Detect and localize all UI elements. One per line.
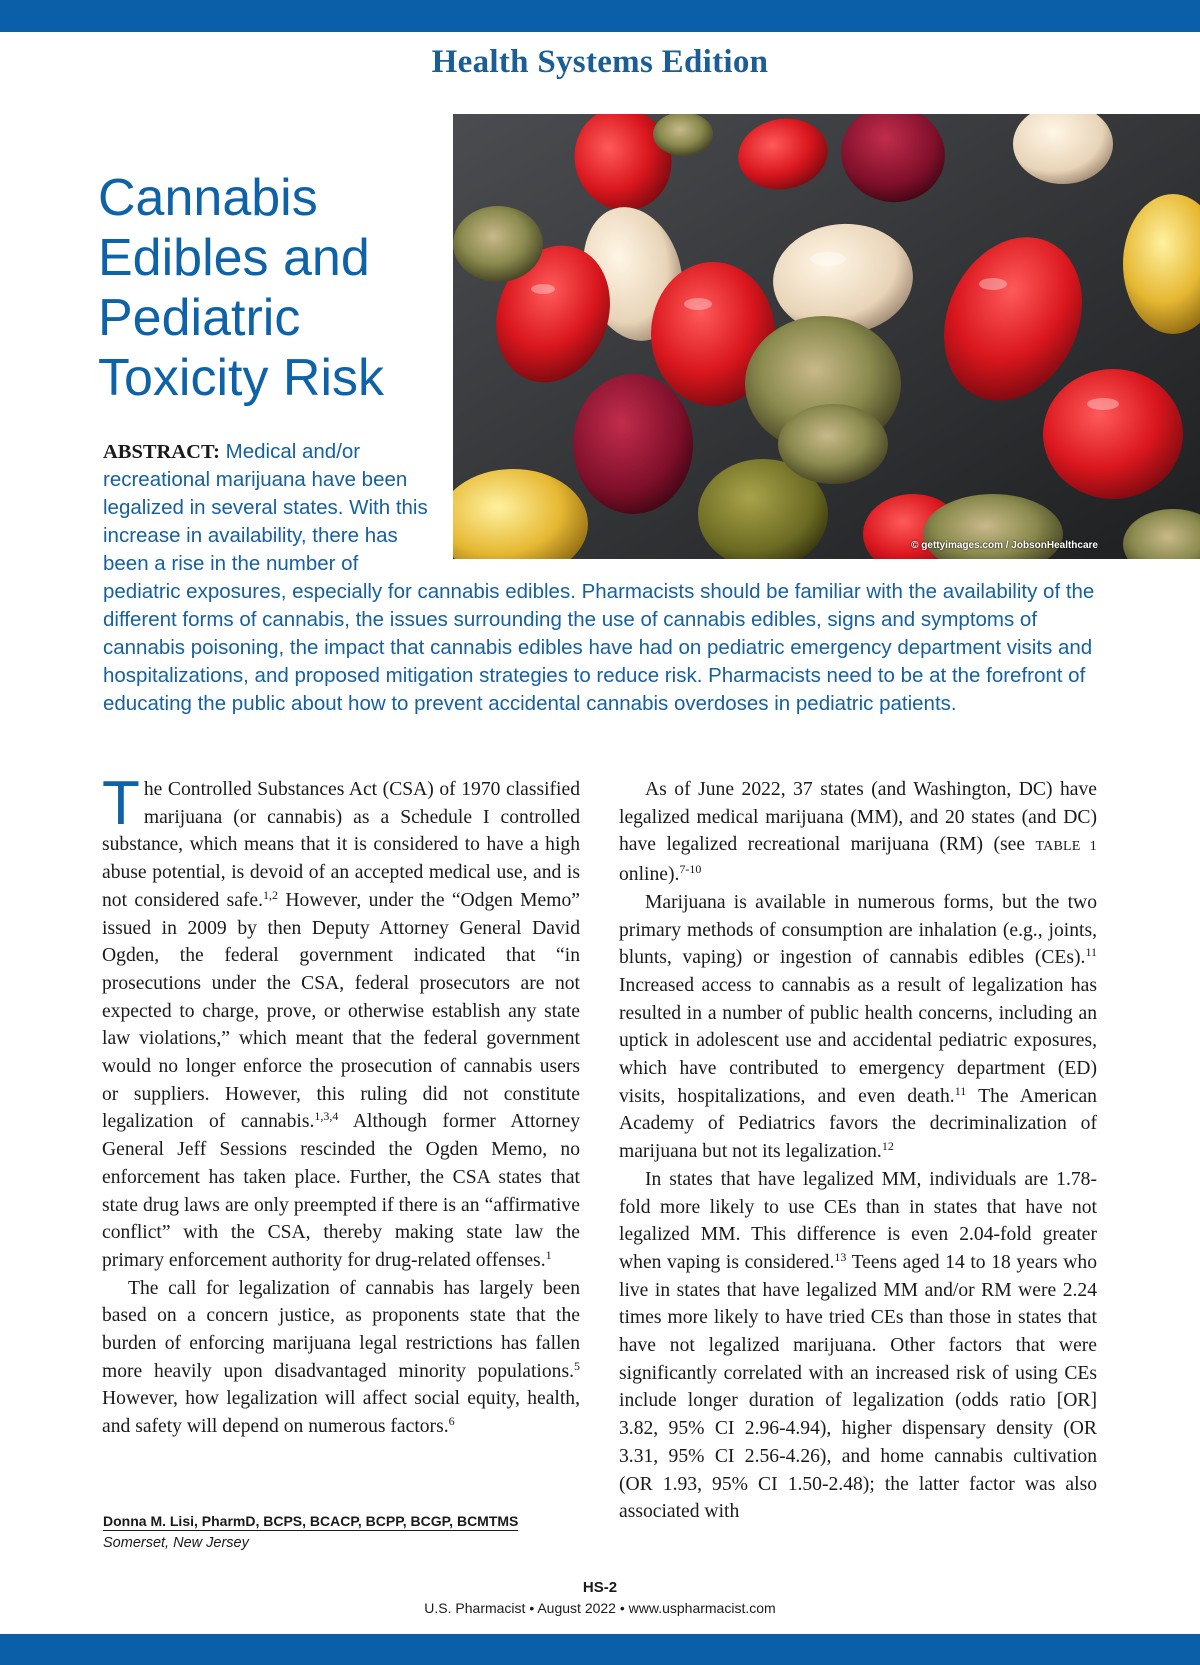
reference-marker: 1,3,4 xyxy=(314,1109,339,1124)
author-name: Donna M. Lisi, PharmD, BCPS, BCACP, BCPP, BCGP, BCMTMS xyxy=(103,1513,519,1529)
reference-marker: 13 xyxy=(834,1249,847,1264)
title-line: Cannabis xyxy=(98,169,318,227)
body-text: However, how legalization will affect social equity, health, and safety will depend on numerous factors. xyxy=(102,1388,580,1438)
page-number: HS-2 xyxy=(582,1579,618,1596)
drop-cap: T xyxy=(102,769,140,838)
bottom-brand-bar xyxy=(0,1634,1200,1665)
author-location: Somerset, New Jersey xyxy=(103,1535,249,1551)
body-text: Marijuana is available in numerous forms, but the two primary methods of consumption are inhalation (e.g., joints, blunts, vaping) or ingestion of cannabis edibles (CEs). xyxy=(619,891,1097,969)
cannabis-bud xyxy=(653,114,713,156)
title-line: Edibles and xyxy=(98,229,370,287)
article-title xyxy=(98,168,448,408)
body-column-left xyxy=(102,769,580,1441)
abstract-text: Medical and/or recreational marijuana have been legalized in several states. With this increase in availability, there has been a rise in the number of pediatric exposures, especially for cannabis edibles. Pharmacists should be familiar with the availability of the different forms of cannabis, the issues surrounding the use of cannabis edibles, signs and symptoms of cannabis poisoning, the impact that cannabis edibles have had on pediatric emergency department visits and hospitalizations, and proposed mitigation strategies to reduce risk. Pharmacists need to be at the forefront of educating the public about how to prevent accidental cannabis overdoses in pediatric patients. xyxy=(103,440,1095,715)
top-brand-bar xyxy=(0,0,1200,32)
title-line: Toxicity Risk xyxy=(98,349,385,407)
body-paragraph xyxy=(102,769,580,1275)
body-text: Teens aged 14 to 18 years who live in states that have legalized MM and/or RM were 2.24 times more likely to have tried CEs than those in states that have not legalized marijuana. Other factors that were significantly correlated with an increased risk of using CEs include longer duration of legalization (odds ratio [OR] 3.82, 95% CI 2.96-4.94), higher dispensary density (OR 3.31, 95% CI 2.56-4.26), and home cannabis cultivation (OR 1.93, 95% CI 1.50-2.48); the latter factor was also associated with xyxy=(619,1251,1097,1523)
body-text: The American Academy of Pediatrics favors the decriminalization of marijuana but not its legalization. xyxy=(619,1085,1097,1163)
reference-marker: 1 xyxy=(545,1247,552,1262)
abstract-label: ABSTRACT: xyxy=(103,441,220,463)
abstract xyxy=(103,438,1103,718)
cannabis-bud xyxy=(453,206,543,282)
table-reference-link[interactable]: TABLE 1 xyxy=(1035,839,1098,855)
reference-marker: 12 xyxy=(881,1139,894,1154)
body-text: In states that have legalized MM, individuals are 1.78-fold more likely to use CEs than in states that have not legalized MM. This difference is even 2.04-fold greater when vaping is considered. xyxy=(619,1168,1097,1273)
photo-credit: © gettyimages.com / JobsonHealthcare xyxy=(911,540,1098,551)
body-text: However, under the “Odgen Memo” issued in 2009 by then Deputy Attorney General David Ogden, the federal government indicated that “in prosecutions under the CSA, federal prosecutors are not expected to charge, prove, or otherwise establish any state law violations,” which meant that the federal government would no longer enforce the prosecution of cannabis users or suppliers. However, this ruling did not constitute legalization of cannabis. xyxy=(102,889,580,1133)
reference-marker: 11 xyxy=(1085,945,1097,960)
body-paragraph xyxy=(619,1166,1097,1526)
body-column-right xyxy=(619,776,1097,1526)
reference-marker: 11 xyxy=(954,1083,967,1098)
body-text: Although former Attorney General Jeff Sessions rescinded the Ogden Memo, no enforcement has taken place. Further, the CSA states that state drug laws are only preempted if there is an “affirmative conflict” with the CSA, thereby making state law the primary enforcement authority for drug-related offenses. xyxy=(102,1111,580,1271)
body-text: he Controlled Substances Act (CSA) of 1970 classified marijuana (or cannabis) as a Schedule I controlled substance, which means that it is considered to have a high abuse potential, is devoid of an accepted medical use, and is not considered safe. xyxy=(102,779,580,911)
body-text: Increased access to cannabis as a result of legalization has resulted in a number of public health concerns, including an uptick in adolescent use and accidental pediatric exposures, which have contributed to emergency department (ED) visits, hospitalizations, and even death. xyxy=(619,974,1097,1107)
body-text: The call for legalization of cannabis has largely been based on a concern justice, as proponents state that the burden of enforcing marijuana legal restrictions has fallen more heavily upon disadvantaged minority populations. xyxy=(102,1277,580,1382)
body-paragraph xyxy=(619,889,1097,1166)
footer-line: U.S. Pharmacist • August 2022 • www.uspharmacist.com xyxy=(424,1600,776,1616)
reference-marker: 6 xyxy=(448,1414,455,1429)
body-paragraph xyxy=(102,1275,580,1441)
author-block xyxy=(103,1513,543,1551)
reference-marker: 1,2 xyxy=(263,887,279,902)
body-text: online). xyxy=(619,864,680,886)
edition-header: Health Systems Edition xyxy=(431,44,769,80)
abstract-wrap-spacer xyxy=(441,438,1103,560)
reference-marker: 5 xyxy=(574,1358,580,1373)
body-paragraph xyxy=(619,776,1097,889)
reference-marker: 7-10 xyxy=(679,862,702,877)
body-text: As of June 2022, 37 states (and Washington, DC) have legalized medical marijuana (MM), and 20 states (and DC) have legalized recreational marijuana (RM) (see xyxy=(619,779,1097,856)
title-line: Pediatric xyxy=(98,289,301,347)
